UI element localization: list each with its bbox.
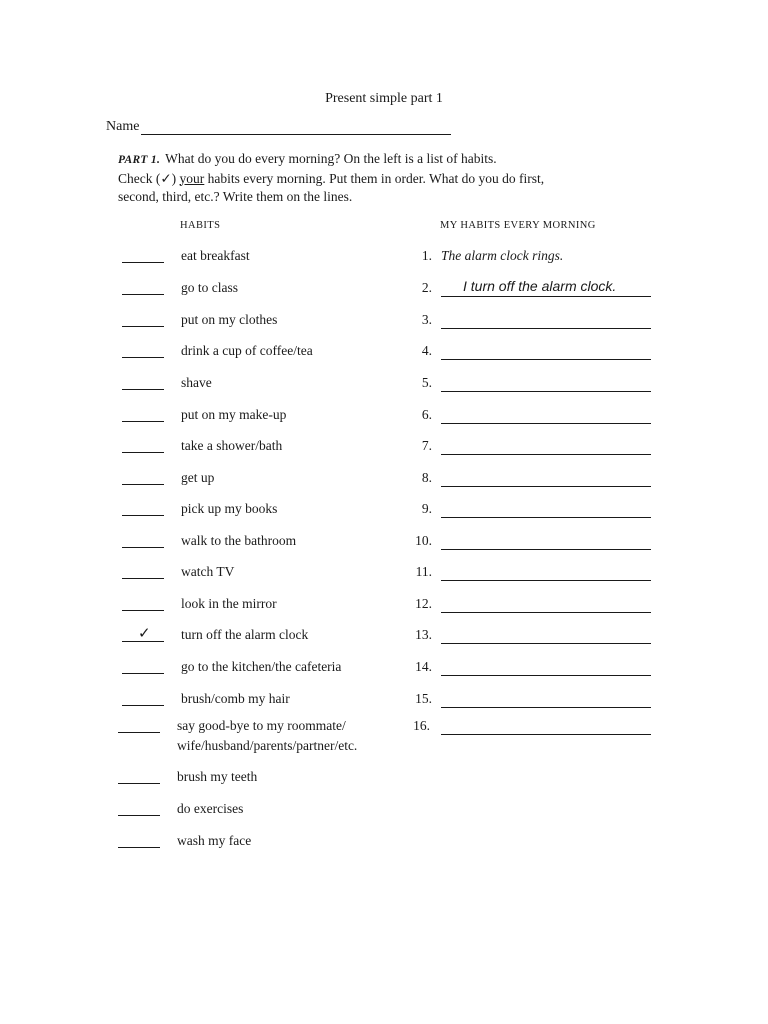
line-number: 12. [415, 596, 432, 611]
answer-text: The alarm clock rings. [441, 248, 564, 263]
line-number: 11. [415, 564, 432, 579]
habit-label: watch TV [181, 564, 235, 579]
answer-text: I turn off the alarm clock. [463, 278, 617, 294]
line-number: 5. [421, 375, 432, 390]
answer-line[interactable] [441, 296, 651, 297]
line-number: 7. [421, 438, 432, 453]
name-row [106, 119, 451, 135]
habit-label: put on my clothes [181, 312, 278, 327]
answer-line[interactable] [441, 549, 651, 550]
habit-check-blank[interactable] [118, 801, 160, 816]
habit-check-blank[interactable] [122, 659, 164, 674]
answer-line[interactable] [441, 486, 651, 487]
instructions-line-3: second, third, etc.? Write them on the lines. [118, 189, 353, 204]
habit-label: brush my teeth [177, 769, 258, 784]
habit-check-blank[interactable] [122, 564, 164, 579]
habit-label: turn off the alarm clock [181, 627, 309, 642]
line-number: 14. [415, 659, 432, 674]
name-field[interactable] [141, 120, 451, 135]
habit-label-continued: wife/husband/parents/partner/etc. [177, 738, 358, 753]
morning-column-header: MY HABITS EVERY MORNING [440, 220, 596, 231]
habit-check-blank[interactable] [122, 691, 164, 706]
habit-label: eat breakfast [181, 248, 250, 263]
answer-line[interactable] [441, 517, 651, 518]
instructions-line-2 [118, 170, 638, 189]
habit-check-blank[interactable] [122, 438, 164, 453]
line-number: 13. [415, 627, 432, 642]
line-number: 16. [413, 718, 430, 733]
answer-line[interactable] [441, 643, 651, 644]
habit-label: take a shower/bath [181, 438, 283, 453]
instructions-text-1: What do you do every morning? On the left is a list of habits. [165, 151, 497, 166]
part-label: PART 1. [118, 154, 161, 166]
habit-label: shave [181, 375, 212, 390]
habit-check-blank[interactable] [122, 501, 164, 516]
answer-line[interactable] [441, 580, 651, 581]
habit-check-blank[interactable] [122, 248, 164, 263]
answer-line[interactable] [441, 675, 651, 676]
line-number: 6. [421, 407, 432, 422]
line-number: 15. [415, 691, 432, 706]
habit-label: go to class [181, 280, 238, 295]
habit-label: say good-bye to my roommate/ [177, 718, 346, 733]
habit-label: go to the kitchen/the cafeteria [181, 659, 342, 674]
line-number: 10. [415, 533, 432, 548]
answer-line[interactable] [441, 328, 651, 329]
habit-label: brush/comb my hair [181, 691, 290, 706]
line-number: 3. [421, 312, 432, 327]
line-number: 8. [421, 470, 432, 485]
habit-label: get up [181, 470, 215, 485]
answer-line[interactable] [441, 391, 651, 392]
habit-check-blank[interactable] [118, 769, 160, 784]
habits-column-header: HABITS [180, 220, 221, 231]
answer-line[interactable] [441, 612, 651, 613]
habit-check-blank[interactable] [122, 407, 164, 422]
habit-check-blank[interactable] [122, 596, 164, 611]
habit-check-blank[interactable] [122, 533, 164, 548]
habit-label: do exercises [177, 801, 244, 816]
habit-label: walk to the bathroom [181, 533, 297, 548]
habit-check-blank[interactable] [122, 343, 164, 358]
habit-check-blank[interactable] [122, 375, 164, 390]
instructions-text-2-underlined: your [179, 170, 205, 186]
line-number: 1. [421, 248, 432, 263]
habit-label: wash my face [177, 833, 252, 848]
name-label: Name [106, 119, 140, 134]
line-number: 4. [421, 343, 432, 358]
habit-label: put on my make-up [181, 407, 287, 422]
instructions-text-2b: habits every morning. Put them in order. What do you do first, [204, 170, 545, 186]
habit-check-blank[interactable] [122, 312, 164, 327]
line-number: 2. [421, 280, 432, 295]
habit-label: drink a cup of coffee/tea [181, 343, 313, 358]
answer-line[interactable] [441, 359, 651, 360]
answer-line[interactable] [441, 454, 651, 455]
habit-check-blank[interactable] [122, 280, 164, 295]
instructions [118, 150, 638, 207]
habit-check-blank[interactable] [118, 718, 160, 733]
habit-label: look in the mirror [181, 596, 277, 611]
answer-line[interactable] [441, 423, 651, 424]
instructions-text-2a: Check (✓) [118, 170, 180, 186]
line-number: 9. [421, 501, 432, 516]
instructions-line-1 [118, 150, 638, 170]
answer-line[interactable] [441, 734, 651, 735]
habit-check-blank[interactable] [122, 470, 164, 485]
page-title: Present simple part 1 [325, 91, 443, 106]
habit-check-blank[interactable] [118, 833, 160, 848]
habit-label: pick up my books [181, 501, 278, 516]
answer-line[interactable] [441, 707, 651, 708]
check-mark-icon: ✓ [138, 626, 151, 642]
